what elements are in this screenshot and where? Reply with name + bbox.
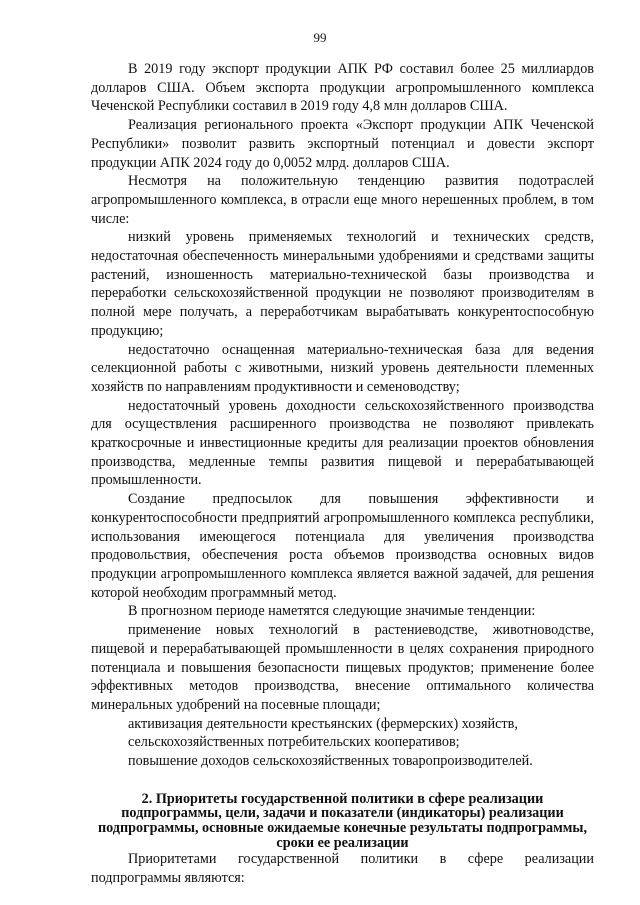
page-number: 99 [313,30,327,45]
paragraph-problem-profitability: недостаточный уровень доходности сельскохозяйственного производства для осуществления расширенного производства не позволяют привлекать краткосрочные и инвестиционные кредиты для реализации проектов обновления производства, медленные темпы развития пищевой и перерабатывающей промышленности. [91,397,594,489]
paragraph-regional-project: Реализация регионального проекта «Экспорт продукции АПК Чеченской Республики» позволит развить экспортный потенциал и довести экспорт продукции АПК 2024 году до 0,0052 млрд. долларов США. [91,117,594,171]
paragraph-problem-technology: низкий уровень применяемых технологий и технических средств, недостаточная обеспеченность минеральными удобрениями и средствами защиты растений, изношенность материально-технической базы производства и переработки сельскохозяйственной продукции не позволяют производителям в полной мере получать, а переработчикам вырабатывать конкурентоспособную продукцию; [91,229,594,339]
document-body [91,60,594,888]
paragraph-problems-intro: Несмотря на положительную тенденцию развития подотраслей агропромышленного комплекса, в отрасли еще много нерешенных проблем, в том числе: [91,173,594,227]
paragraph-problem-breeding: недостаточно оснащенная материально-техническая база для ведения селекционной работы с животными, низкий уровень деятельности племенных хозяйств по направлениям продуктивности и семеноводству; [91,341,594,395]
section-heading: 2. Приоритеты государственной политики в сфере реализации подпрограммы, цели, задачи и показатели (индикаторы) реализации подпрограммы, основные ожидаемые конечные результаты подпрограммы, сроки ее реализации [97,790,588,851]
paragraph-priorities: Приоритетами государственной политики в сфере реализации подпрограммы являются: [91,851,594,886]
paragraph-trend-income: повышение доходов сельскохозяйственных товаропроизводителей. [128,753,533,770]
paragraph-trend-technologies: применение новых технологий в растениеводстве, животноводстве, пищевой и перерабатывающей промышленности в целях сохранения природного потенциала и повышения безопасности пищевых продуктов; применение более эффективных методов производства, внесение оптимального количества минеральных удобрений на посевные площади; [91,622,594,713]
paragraph-trend-cooperatives: сельскохозяйственных потребительских кооперативов; [128,734,460,751]
paragraph-preconditions: Создание предпосылок для повышения эффективности и конкурентоспособности предприятий агропромышленного комплекса республики, использования имеющегося потенциала для увеличения производства продовольствия, обеспечения роста объемов производства основных видов продукции агропромышленного комплекса является важной задачей, для решения которой необходим программный метод. [91,491,594,601]
paragraph-trend-farms: активизация деятельности крестьянских (фермерских) хозяйств, [128,715,518,732]
paragraph-trends-intro: В прогнозном периоде наметятся следующие значимые тенденции: [128,603,536,620]
paragraph-export-2019: В 2019 году экспорт продукции АПК РФ составил более 25 миллиардов долларов США. Объем экспорта продукции агропромышленного комплекса Чеченской Республики составил в 2019 году 4,8 млн долларов США. [91,61,594,115]
